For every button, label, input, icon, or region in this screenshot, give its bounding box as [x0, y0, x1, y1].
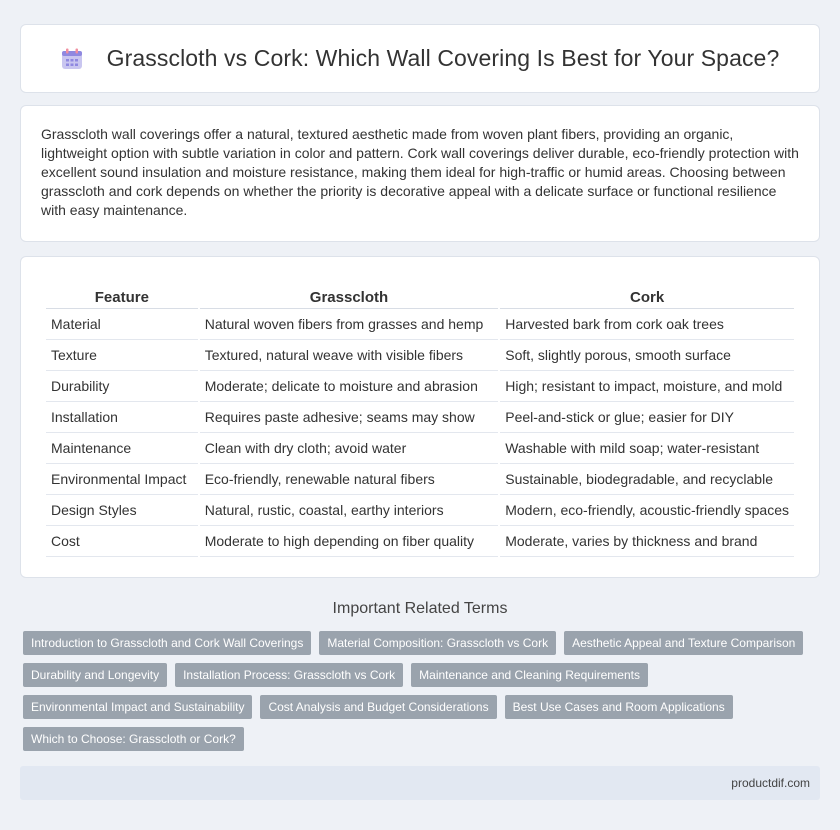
grasscloth-cell: Clean with dry cloth; avoid water	[200, 433, 499, 464]
related-term-tag[interactable]: Installation Process: Grasscloth vs Cork	[175, 663, 403, 687]
table-row	[46, 309, 794, 340]
comparison-card	[20, 256, 820, 578]
related-term-tag[interactable]: Environmental Impact and Sustainability	[23, 695, 252, 719]
page-title: Grasscloth vs Cork: Which Wall Covering Is Best for Your Space?	[106, 45, 780, 71]
feature-cell: Installation	[46, 402, 198, 433]
table-row	[46, 526, 794, 557]
table-row	[46, 495, 794, 526]
related-term-tag[interactable]: Best Use Cases and Room Applications	[505, 695, 733, 719]
grasscloth-cell: Natural, rustic, coastal, earthy interiors	[200, 495, 499, 526]
table-row	[46, 371, 794, 402]
related-terms-list	[23, 631, 823, 759]
feature-cell: Material	[46, 309, 198, 340]
cork-cell: Sustainable, biodegradable, and recyclable	[500, 464, 794, 495]
feature-cell: Cost	[46, 526, 198, 557]
cork-cell: Peel-and-stick or glue; easier for DIY	[500, 402, 794, 433]
table-row	[46, 402, 794, 433]
related-term-tag[interactable]: Introduction to Grasscloth and Cork Wall Coverings	[23, 631, 311, 655]
related-term-tag[interactable]: Cost Analysis and Budget Considerations	[260, 695, 496, 719]
feature-cell: Durability	[46, 371, 198, 402]
header-feature: Feature	[46, 279, 198, 309]
header-cork: Cork	[500, 279, 794, 309]
footer-site[interactable]: productdif.com	[731, 776, 810, 790]
cork-cell: Harvested bark from cork oak trees	[500, 309, 794, 340]
table-row	[46, 433, 794, 464]
grasscloth-cell: Natural woven fibers from grasses and hemp	[200, 309, 499, 340]
intro-paragraph: Grasscloth wall coverings offer a natural, textured aesthetic made from woven plant fibers, providing an organic, lightweight option with subtle variation in color and pattern. Cork wall coverings deliver durable, eco-friendly protection with excellent sound insulation and moisture resistance, making them ideal for high-traffic or humid areas. Choosing between grasscloth and cork depends on whether the priority is decorative appeal with a delicate surface or functional resilience with easy maintenance.	[41, 126, 799, 218]
grasscloth-cell: Requires paste adhesive; seams may show	[200, 402, 499, 433]
cork-cell: Washable with mild soap; water-resistant	[500, 433, 794, 464]
table-row	[46, 340, 794, 371]
grasscloth-cell: Textured, natural weave with visible fibers	[200, 340, 499, 371]
header-grasscloth: Grasscloth	[200, 279, 499, 309]
related-term-tag[interactable]: Durability and Longevity	[23, 663, 167, 687]
feature-cell: Texture	[46, 340, 198, 371]
grasscloth-cell: Moderate to high depending on fiber quality	[200, 526, 499, 557]
feature-cell: Design Styles	[46, 495, 198, 526]
related-term-tag[interactable]: Material Composition: Grasscloth vs Cork	[319, 631, 556, 655]
footer	[20, 766, 820, 800]
related-term-tag[interactable]: Maintenance and Cleaning Requirements	[411, 663, 648, 687]
cork-cell: Soft, slightly porous, smooth surface	[500, 340, 794, 371]
title-card	[20, 24, 820, 93]
table-row	[46, 464, 794, 495]
related-terms-title: Important Related Terms	[332, 600, 508, 617]
grasscloth-cell: Moderate; delicate to moisture and abrasion	[200, 371, 499, 402]
feature-cell: Maintenance	[46, 433, 198, 464]
grasscloth-cell: Eco-friendly, renewable natural fibers	[200, 464, 499, 495]
cork-cell: Moderate, varies by thickness and brand	[500, 526, 794, 557]
comparison-table	[44, 279, 796, 557]
related-term-tag[interactable]: Which to Choose: Grasscloth or Cork?	[23, 727, 244, 751]
cork-cell: Modern, eco-friendly, acoustic-friendly spaces	[500, 495, 794, 526]
calendar-icon	[61, 48, 83, 70]
feature-cell: Environmental Impact	[46, 464, 198, 495]
cork-cell: High; resistant to impact, moisture, and mold	[500, 371, 794, 402]
table-header-row	[46, 279, 794, 309]
intro-card	[20, 105, 820, 242]
related-term-tag[interactable]: Aesthetic Appeal and Texture Comparison	[564, 631, 803, 655]
